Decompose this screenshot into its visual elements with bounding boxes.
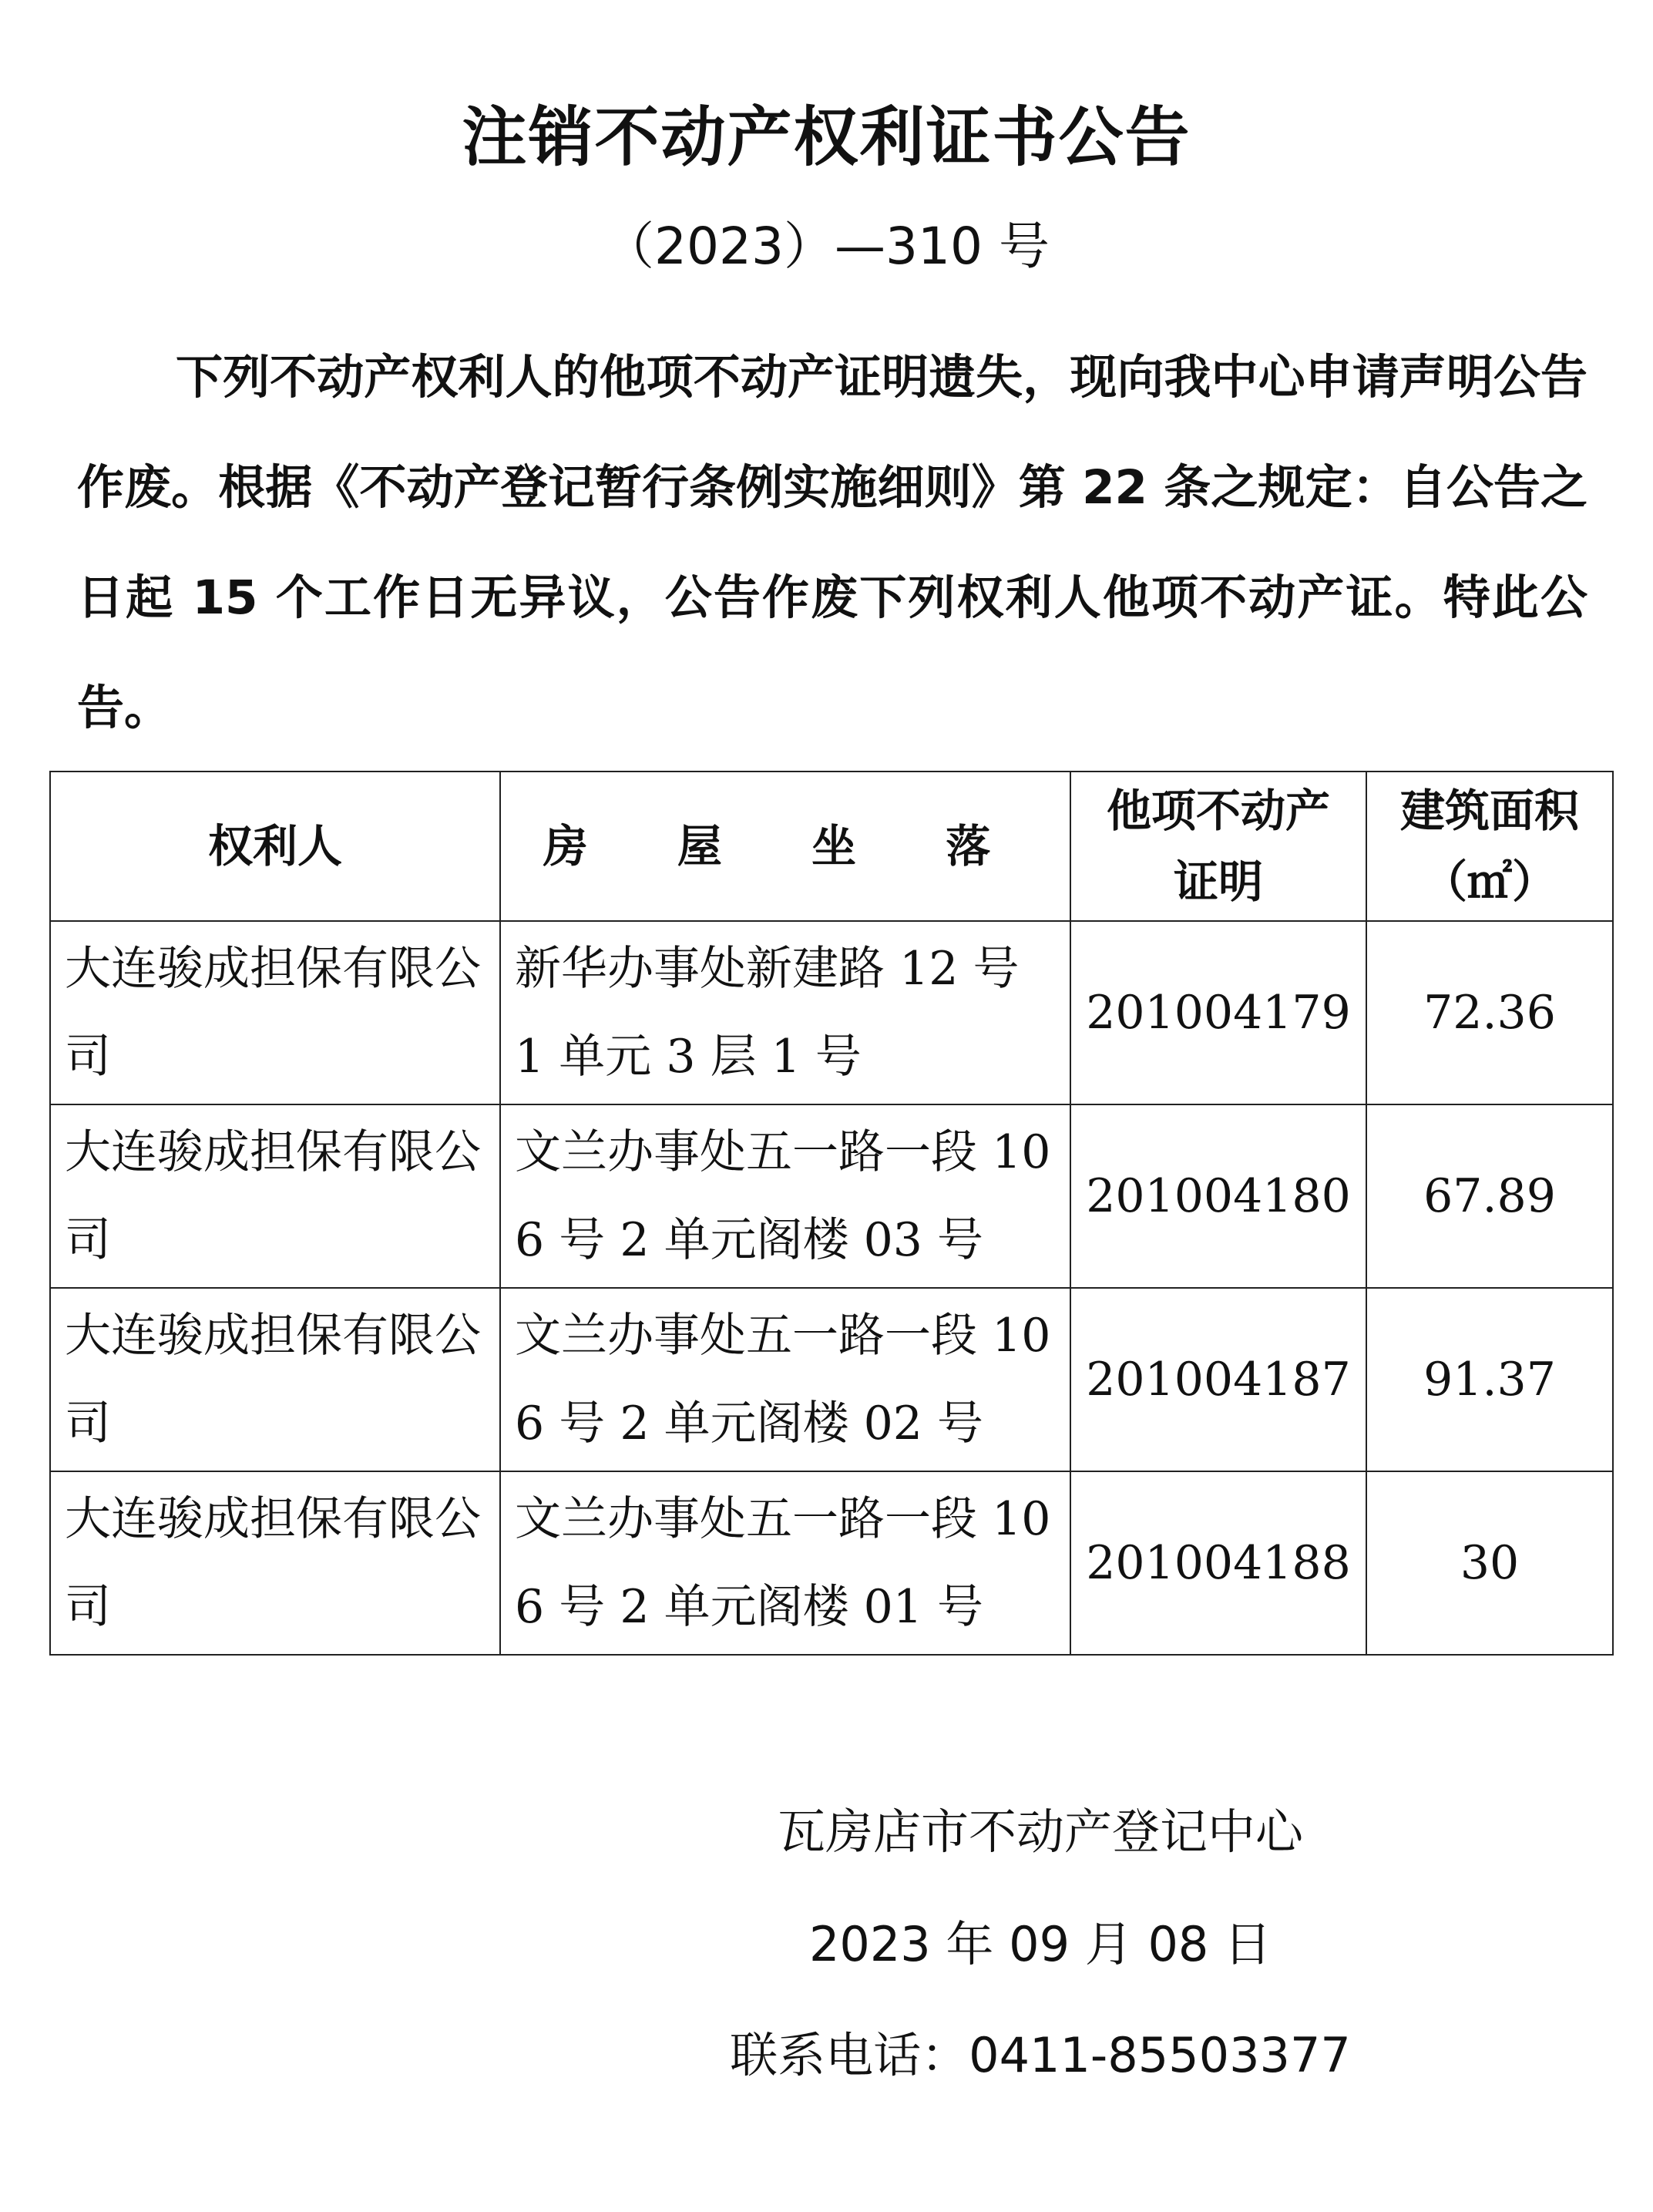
cell-area: 30	[1366, 1471, 1613, 1655]
announcement-body: 下列不动产权利人的他项不动产证明遗失，现向我中心申请声明公告作废。根据《不动产登记暂行条例实施细则》第 22 条之规定：自公告之日起 15 个工作日无异议，公告作废下列权利人他项不动产证。特此公告。	[77, 350, 1587, 735]
table-row	[50, 1288, 1613, 1471]
cell-certificate: 201004179	[1070, 921, 1366, 1104]
header-certificate: 他项不动产证明	[1070, 772, 1366, 921]
cell-area: 67.89	[1366, 1104, 1613, 1288]
cell-address: 文兰办事处五一路一段 106 号 2 单元阁楼 03 号	[500, 1104, 1070, 1288]
issuing-organization: 瓦房店市不动产登记中心	[777, 1804, 1303, 1860]
document-number: （2023）—310 号	[603, 217, 1050, 276]
cell-owner: 大连骏成担保有限公司	[50, 1471, 500, 1655]
cell-owner: 大连骏成担保有限公司	[50, 1288, 500, 1471]
certificate-table	[49, 771, 1614, 1656]
cell-area: 91.37	[1366, 1288, 1613, 1471]
cell-certificate: 201004180	[1070, 1104, 1366, 1288]
header-owner: 权利人	[50, 772, 500, 921]
cell-certificate: 201004188	[1070, 1471, 1366, 1655]
issue-date: 2023 年 09 月 08 日	[808, 1916, 1272, 1972]
cell-address: 新华办事处新建路 12 号 1 单元 3 层 1 号	[500, 921, 1070, 1104]
cell-address: 文兰办事处五一路一段 106 号 2 单元阁楼 02 号	[500, 1288, 1070, 1471]
header-address: 房 屋 坐 落	[500, 772, 1070, 921]
page-title: 注销不动产权利证书公告	[462, 99, 1191, 175]
cell-address: 文兰办事处五一路一段 106 号 2 单元阁楼 01 号	[500, 1471, 1070, 1655]
cell-owner: 大连骏成担保有限公司	[50, 1104, 500, 1288]
table-header-row	[50, 772, 1613, 921]
cell-area: 72.36	[1366, 921, 1613, 1104]
table-row	[50, 1104, 1613, 1288]
contact-phone: 联系电话：0411-85503377	[730, 2027, 1351, 2083]
header-area: 建筑面积（㎡）	[1366, 772, 1613, 921]
cell-certificate: 201004187	[1070, 1288, 1366, 1471]
table-row	[50, 1471, 1613, 1655]
table-row	[50, 921, 1613, 1104]
cell-owner: 大连骏成担保有限公司	[50, 921, 500, 1104]
